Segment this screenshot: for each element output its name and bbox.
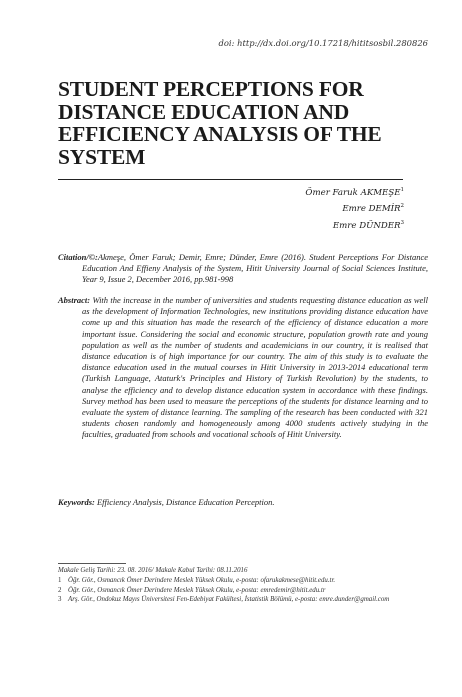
article-dates: Makale Geliş Tarihi: 23. 08. 2016/ Makale Kabul Tarihi: 08.11.2016	[58, 567, 248, 574]
author-3	[305, 217, 404, 233]
author-footnote-ref: 3	[400, 219, 404, 226]
title-line: DISTANCE EDUCATION AND	[58, 99, 350, 124]
author-2	[305, 200, 404, 216]
article-title	[58, 78, 403, 168]
doi-link[interactable]: doi: http://dx.doi.org/10.17218/hititsosbil.280826	[218, 38, 428, 48]
footnote-1	[58, 576, 404, 586]
citation-block	[58, 252, 428, 286]
footnote-number: 3	[58, 596, 62, 604]
title-divider	[58, 179, 403, 180]
citation-text: Akmeşe, Ömer Faruk; Demir, Emre; Dünder, Emre (2016). Student Perceptions For Distance Education And Effieny Analysis of the System, Hitit University Journal of Social Sciences Institute, Year 9, Issue 2, December 2016, pp.981-998	[82, 252, 428, 285]
author-name: Ömer Faruk AKMEŞE	[305, 187, 401, 198]
author-list	[305, 184, 404, 233]
footnote-number: 2	[58, 586, 62, 594]
author-1	[305, 184, 404, 200]
keywords-label: Keywords:	[58, 497, 95, 507]
abstract-block	[58, 295, 428, 441]
author-name: Emre DEMİR	[342, 204, 401, 215]
title-line: EFFICIENCY ANALYSIS OF THE	[58, 122, 382, 146]
footnote-2	[58, 586, 404, 596]
title-line: SYSTEM	[58, 144, 146, 169]
footnote-3	[58, 595, 404, 605]
author-name: Emre DÜNDER	[332, 220, 401, 231]
footnote-text: Öğr. Gör., Osmancık Ömer Derindere Meslek Yüksek Okulu, e-posta: ofarukakmese@hitit.edu.tr.	[68, 576, 336, 584]
abstract-text: With the increase in the number of universities and students requesting distance education as well as the development of Information Technologies, new institutions providing distance education have come up and this situation has made the research of the efficiency of distance education a more important issue. Considering the social and economic structure, population growth rate and young population as well as the number of students and academicians in our country, it is realised that distance education is of high importance for our country. The aim of this study is to evaluate the distance education used in the mutual courses in Hitit University in 2013-2014 educational term (Turkish Language, Ataturk's Principles and History of Turkish Revolution) by the students, to analyse the efficiency and to develop distance education system in accordance with these findings. Survey method has been used to measure the perceptions of the students for distance learning and to evaluate the system of distance learning. The sampling of the research has been conducted with 321 students chosen randomly and homogeneously among 4000 students actively studying in the faculties, graduated from schools and vocational schools of Hitit University.	[82, 295, 428, 440]
citation-label: Citation/©:	[58, 252, 98, 262]
author-footnote-ref: 2	[400, 203, 404, 210]
author-footnote-ref: 1	[400, 187, 404, 193]
keywords-block	[58, 497, 404, 508]
abstract-label: Abstract:	[58, 295, 91, 305]
footnote-text: Öğr. Gör., Osmancık Ömer Derindere Meslek Yüksek Okulu, e-posta: emredemir@hitit.edu.tr	[68, 586, 326, 594]
footnote-divider	[58, 563, 126, 564]
footnote-text: Arş. Gör., Ondokuz Mayıs Üniversitesi Fen-Edebiyat Fakültesi, İstatistik Bölümü, e-posta: emre.dunder@gmail.com	[68, 596, 390, 604]
footnote-number: 1	[58, 576, 62, 584]
title-line: STUDENT PERCEPTIONS FOR	[58, 77, 364, 101]
keywords-text: Efficiency Analysis, Distance Education Perception.	[96, 497, 275, 507]
footnotes	[58, 566, 404, 605]
